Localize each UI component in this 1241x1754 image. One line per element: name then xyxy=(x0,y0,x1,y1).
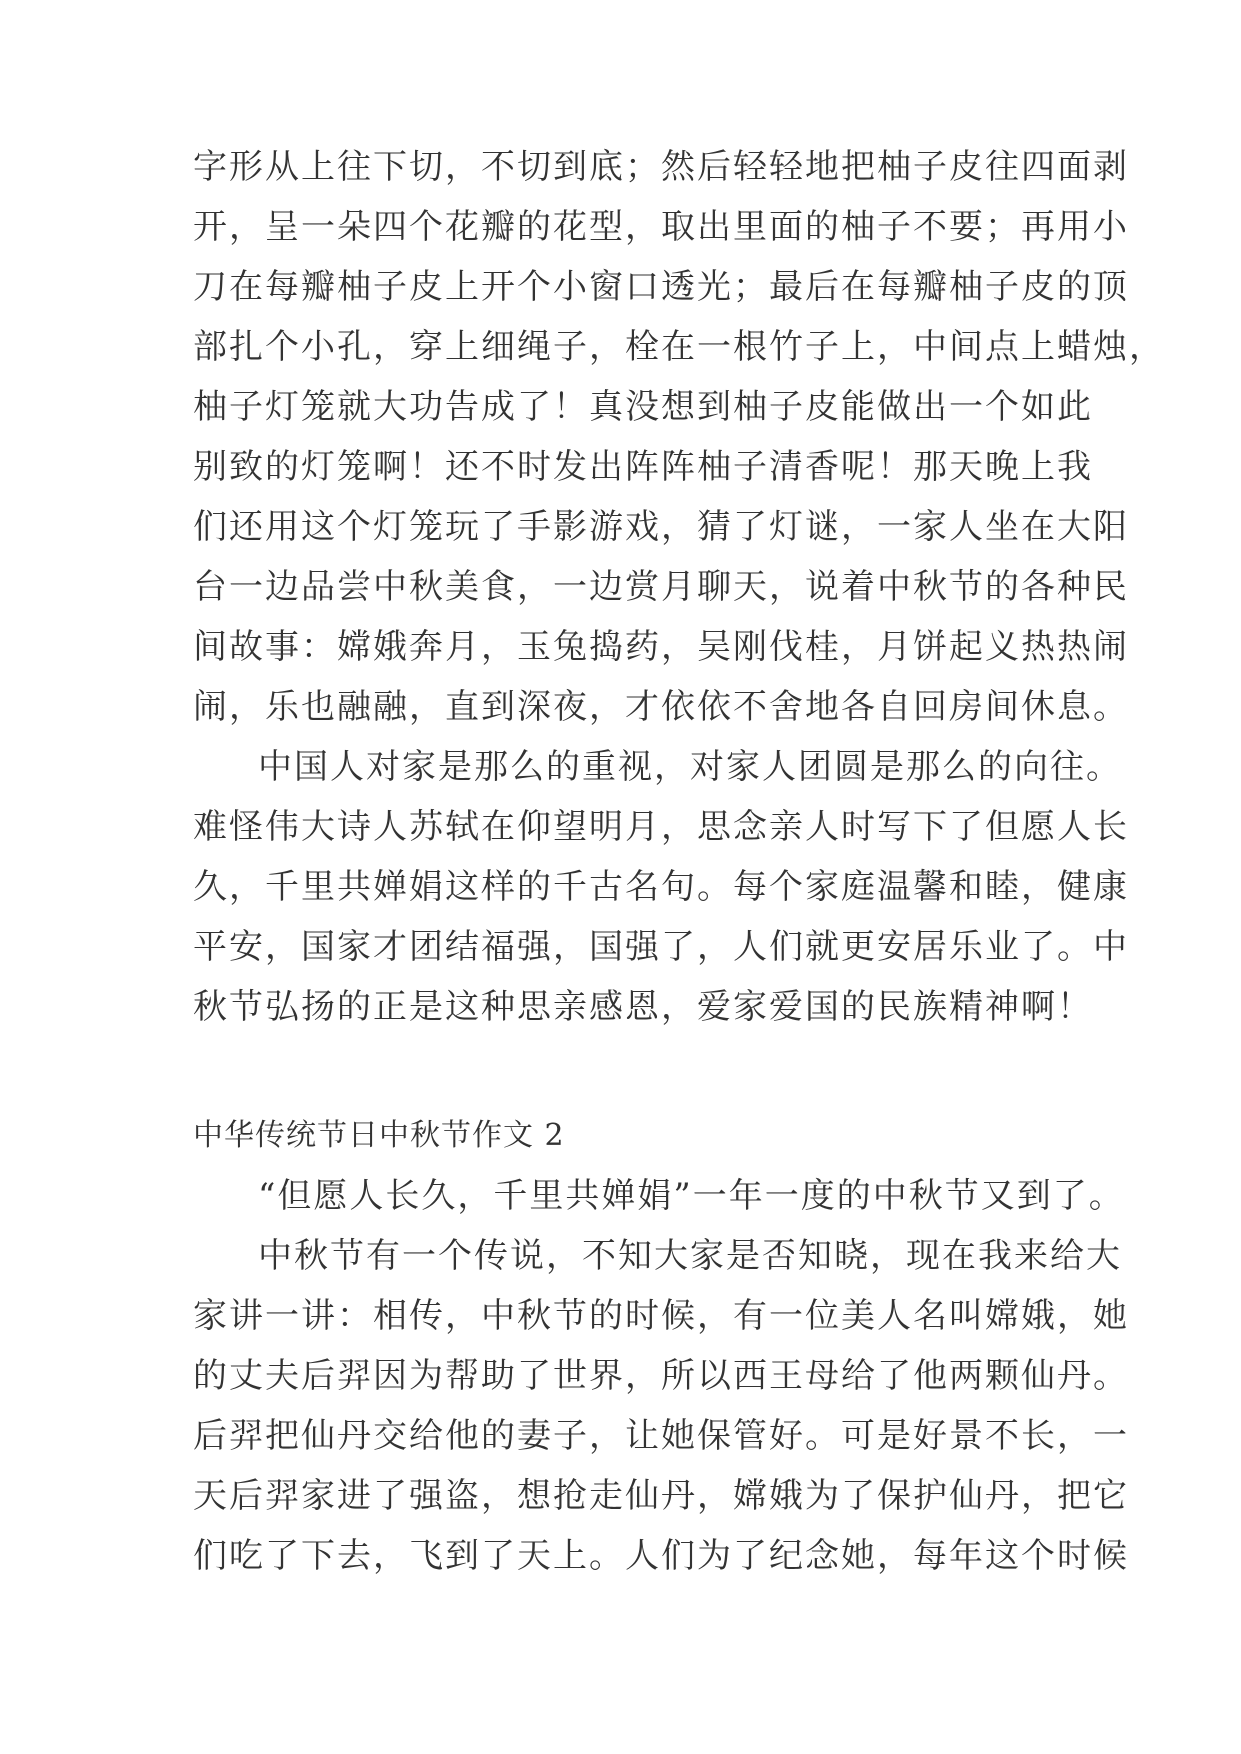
text-line: 间故事：嫦娥奔月，玉兔捣药，吴刚伐桂，月饼起义热热闹 xyxy=(193,627,1129,667)
text-line: 秋节弘扬的正是这种思亲感恩，爱家爱国的民族精神啊！ xyxy=(193,987,1093,1027)
text-line: 别致的灯笼啊！还不时发出阵阵柚子清香呢！那天晚上我 xyxy=(193,447,1093,487)
text-line: 部扎个小孔，穿上细绳子，栓在一根竹子上，中间点上蜡烛， xyxy=(193,327,1165,367)
text-line: 天后羿家进了强盗，想抢走仙丹，嫦娥为了保护仙丹，把它 xyxy=(193,1476,1129,1516)
text-line: 柚子灯笼就大功告成了！真没想到柚子皮能做出一个如此 xyxy=(193,387,1093,427)
text-line: 的丈夫后羿因为帮助了世界，所以西王母给了他两颗仙丹。 xyxy=(193,1356,1129,1396)
text-line: 台一边品尝中秋美食，一边赏月聊天，说着中秋节的各种民 xyxy=(193,567,1129,607)
text-line: 家讲一讲：相传，中秋节的时候，有一位美人名叫嫦娥，她 xyxy=(193,1296,1129,1336)
text-line: 中秋节有一个传说，不知大家是否知晓，现在我来给大 xyxy=(258,1236,1122,1276)
text-line: 刀在每瓣柚子皮上开个小窗口透光；最后在每瓣柚子皮的顶 xyxy=(193,267,1129,307)
essay-title: 中华传统节日中秋节作文 2 xyxy=(193,1118,565,1153)
text-line: 们还用这个灯笼玩了手影游戏，猜了灯谜，一家人坐在大阳 xyxy=(193,507,1129,547)
text-line: 难怪伟大诗人苏轼在仰望明月，思念亲人时写下了但愿人长 xyxy=(193,807,1129,847)
text-line: 后羿把仙丹交给他的妻子，让她保管好。可是好景不长，一 xyxy=(193,1416,1129,1456)
text-line: 平安，国家才团结福强，国强了，人们就更安居乐业了。中 xyxy=(193,927,1129,967)
text-line: 闹，乐也融融，直到深夜，才依依不舍地各自回房间休息。 xyxy=(193,687,1129,727)
text-line: 久，千里共婵娟这样的千古名句。每个家庭温馨和睦，健康 xyxy=(193,867,1129,907)
text-line: 开，呈一朵四个花瓣的花型，取出里面的柚子不要；再用小 xyxy=(193,207,1129,247)
text-line: 中国人对家是那么的重视，对家人团圆是那么的向往。 xyxy=(258,747,1122,787)
opening-quote: “但愿人长久，千里共婵娟”一年一度的中秋节又到了。 xyxy=(258,1176,1125,1216)
text-line: 字形从上往下切，不切到底；然后轻轻地把柚子皮往四面剥 xyxy=(193,147,1129,187)
text-line: 们吃了下去，飞到了天上。人们为了纪念她，每年这个时候 xyxy=(193,1536,1129,1576)
